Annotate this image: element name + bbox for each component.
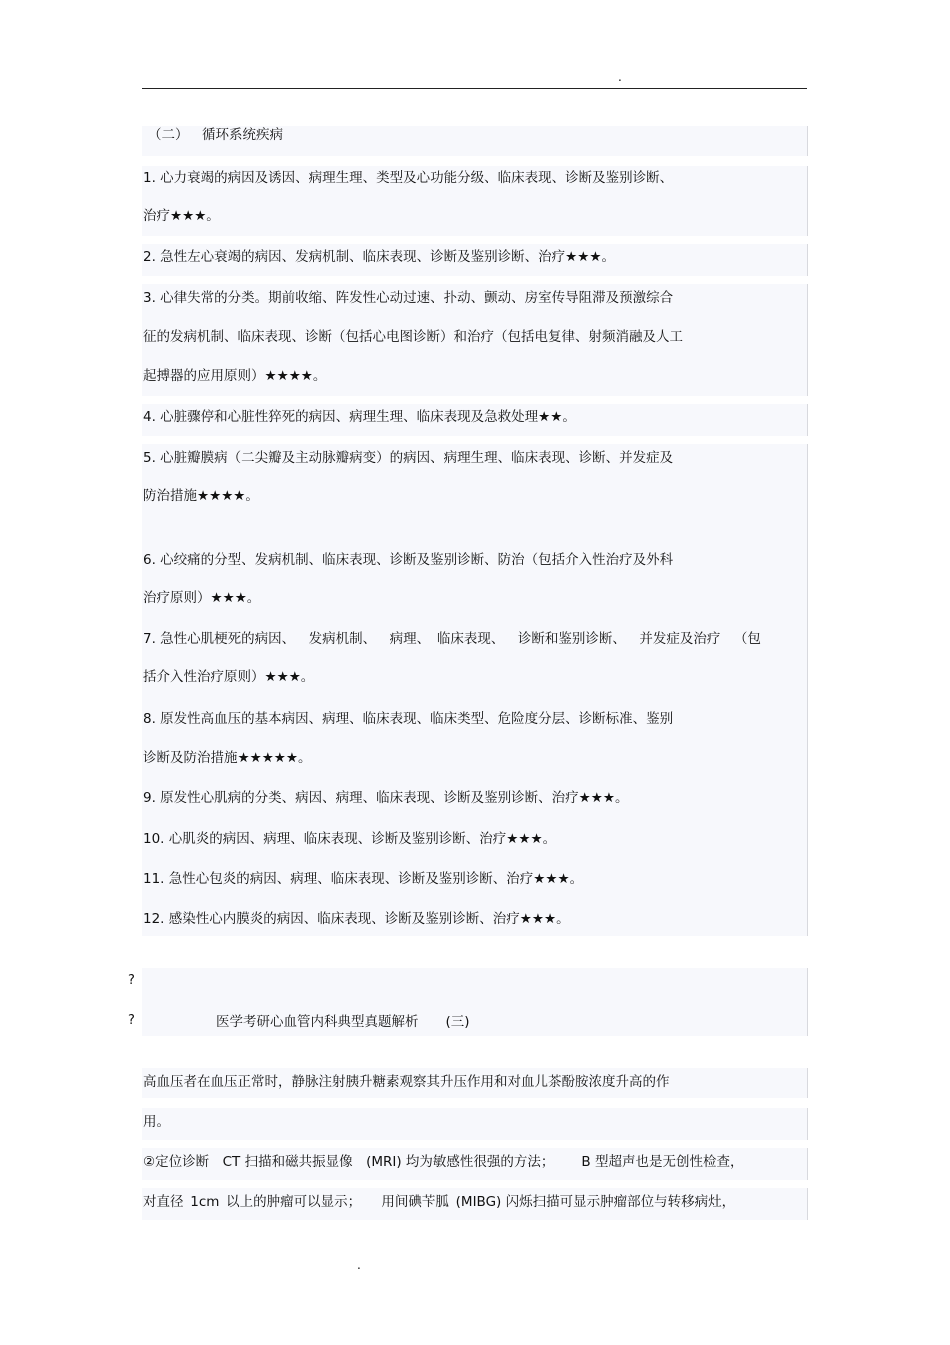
text-line: 9. 原发性心肌病的分类、病因、病理、临床表现、诊断及鉴别诊断、治疗★★★。: [143, 790, 629, 806]
text-line: 高血压者在血压正常时，静脉注射胰升糖素观察其升压作用和对血儿茶酚胺浓度升高的作: [143, 1074, 670, 1090]
text-line: 6. 心绞痛的分型、发病机制、临床表现、诊断及鉴别诊断、防治（包括介入性治疗及外科: [143, 552, 674, 568]
text-line: 起搏器的应用原则）★★★★。: [143, 368, 327, 384]
subtitle: 医学考研心血管内科典型真题解析 (三): [216, 1014, 470, 1030]
text-line: 7. 急性心肌梗死的病因、 发病机制、 病理、 临床表现、 诊断和鉴别诊断、 并发症及治疗 （包: [143, 631, 761, 647]
text-line: 括介入性治疗原则）★★★。: [143, 669, 315, 685]
header-rule: [142, 88, 807, 89]
text-line: 5. 心脏瓣膜病（二尖瓣及主动脉瓣病变）的病因、病理生理、临床表现、诊断、并发症及: [143, 450, 674, 466]
text-line: 12. 感染性心内膜炎的病因、临床表现、诊断及鉴别诊断、治疗★★★。: [143, 911, 570, 927]
footer-dot: .: [357, 1258, 361, 1272]
question-mark: ?: [128, 973, 135, 988]
text-line: 11. 急性心包炎的病因、病理、临床表现、诊断及鉴别诊断、治疗★★★。: [143, 871, 584, 887]
text-block: [142, 444, 808, 936]
text-line: 对直径 1cm 以上的肿瘤可以显示； 用间碘苄胍 (MIBG) 闪烁扫描可显示肿瘤部位与转移病灶，: [143, 1194, 736, 1210]
text-line: 10. 心肌炎的病因、病理、临床表现、诊断及鉴别诊断、治疗★★★。: [143, 831, 557, 847]
text-line: 3. 心律失常的分类。期前收缩、阵发性心动过速、扑动、颤动、房室传导阻滞及预激综合: [143, 290, 674, 306]
header-dot: .: [618, 70, 622, 84]
text-line: 1. 心力衰竭的病因及诱因、病理生理、类型及心功能分级、临床表现、诊断及鉴别诊断、: [143, 170, 674, 186]
question-mark: ?: [128, 1013, 135, 1028]
text-line: 防治措施★★★★。: [143, 488, 259, 504]
text-line: 8. 原发性高血压的基本病因、病理、临床表现、临床类型、危险度分层、诊断标准、鉴别: [143, 711, 674, 727]
text-line: 治疗原则）★★★。: [143, 590, 261, 606]
text-line: 4. 心脏骤停和心脏性猝死的病因、病理生理、临床表现及急救处理★★。: [143, 409, 576, 425]
section-title: （二） 循环系统疾病: [148, 127, 283, 143]
text-line: 治疗★★★。: [143, 208, 220, 224]
text-line: 征的发病机制、临床表现、诊断（包括心电图诊断）和治疗（包括电复律、射频消融及人工: [143, 329, 683, 345]
text-block: [142, 1108, 808, 1140]
text-line: 2. 急性左心衰竭的病因、发病机制、临床表现、诊断及鉴别诊断、治疗★★★。: [143, 249, 615, 265]
text-line: 诊断及防治措施★★★★★。: [143, 750, 312, 766]
text-line: 用。: [143, 1114, 170, 1130]
text-line: ②定位诊断 CT 扫描和磁共振显像 (MRI) 均为敏感性很强的方法； B 型超声也是无创性检查，: [143, 1154, 744, 1170]
